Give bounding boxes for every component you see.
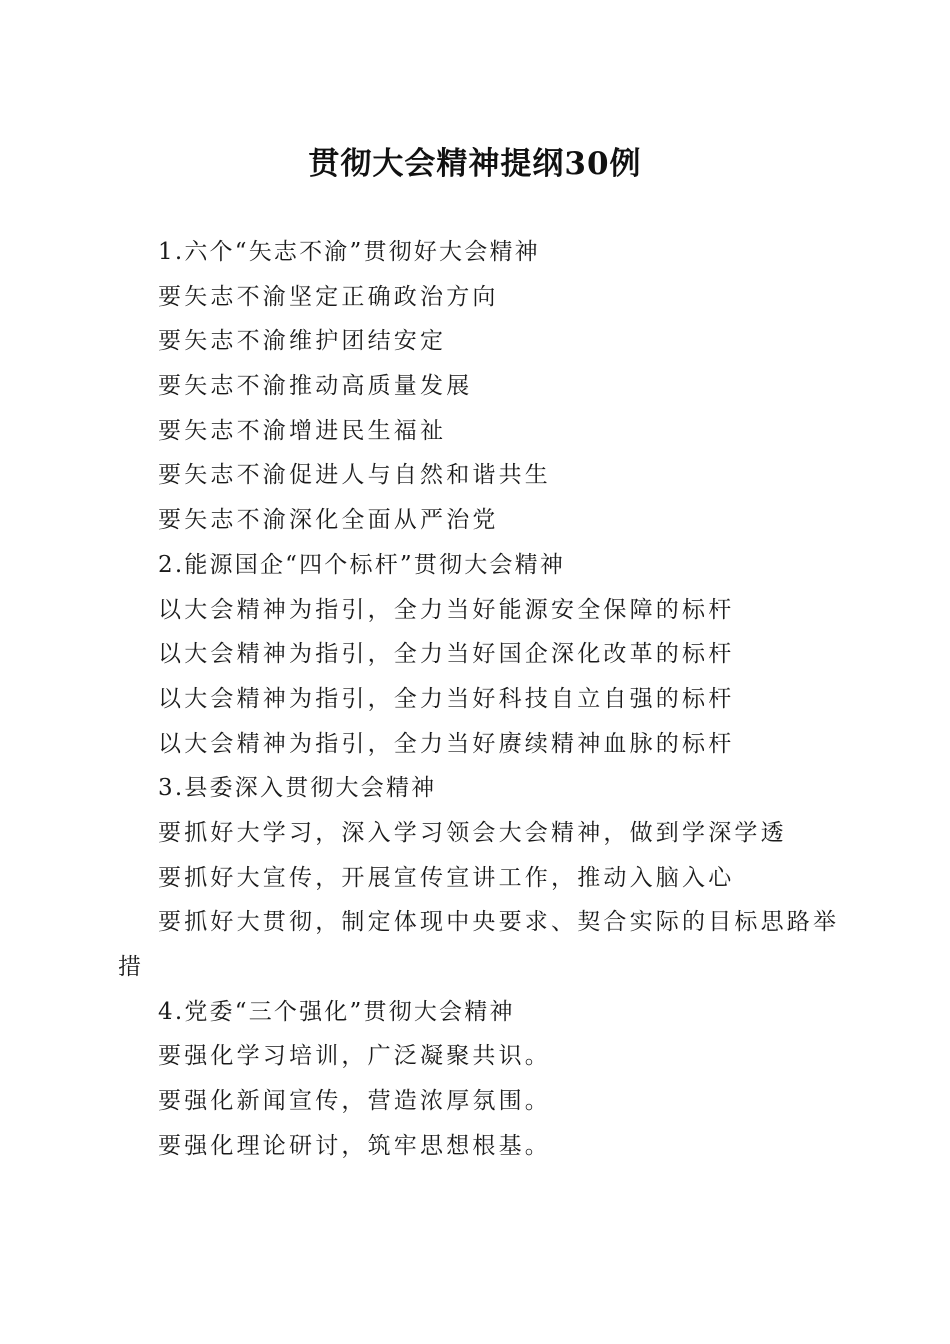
body-line: 要矢志不渝推动高质量发展	[158, 373, 473, 400]
body-line: 以大会精神为指引，全力当好能源安全保障的标杆	[158, 596, 735, 623]
document-title: 贯彻大会精神提纲30例	[308, 146, 642, 182]
body-line: 要矢志不渝深化全面从严治党	[158, 507, 499, 534]
section-heading-4: 4.党委“三个强化”贯彻大会精神	[158, 998, 515, 1025]
body-line: 要矢志不渝促进人与自然和谐共生	[158, 462, 551, 489]
body-line: 要强化理论研讨，筑牢思想根基。	[158, 1132, 551, 1159]
body-line: 要抓好大宣传，开展宣传宣讲工作，推动入脑入心	[158, 864, 735, 891]
section-heading-2: 2.能源国企“四个标杆”贯彻大会精神	[158, 551, 566, 578]
document-body	[118, 230, 838, 1168]
body-line: 要强化新闻宣传，营造浓厚氛围。	[158, 1088, 551, 1115]
body-line: 以大会精神为指引，全力当好科技自立自强的标杆	[158, 685, 735, 712]
body-line: 以大会精神为指引，全力当好国企深化改革的标杆	[158, 641, 735, 668]
body-line: 要矢志不渝维护团结安定	[158, 328, 447, 355]
body-line-continuation: 措	[118, 954, 145, 980]
body-line: 要矢志不渝坚定正确政治方向	[158, 283, 499, 310]
section-heading-1: 1.六个“矢志不渝”贯彻好大会精神	[158, 239, 540, 265]
body-line: 要抓好大学习，深入学习领会大会精神，做到学深学透	[158, 819, 787, 846]
body-line: 要矢志不渝增进民生福祉	[158, 417, 447, 444]
section-heading-3: 3.县委深入贯彻大会精神	[158, 775, 437, 802]
body-line: 要强化学习培训，广泛凝聚共识。	[158, 1043, 551, 1070]
body-line: 以大会精神为指引，全力当好赓续精神血脉的标杆	[158, 730, 735, 757]
body-line: 要抓好大贯彻，制定体现中央要求、契合实际的目标思路举	[158, 909, 840, 936]
